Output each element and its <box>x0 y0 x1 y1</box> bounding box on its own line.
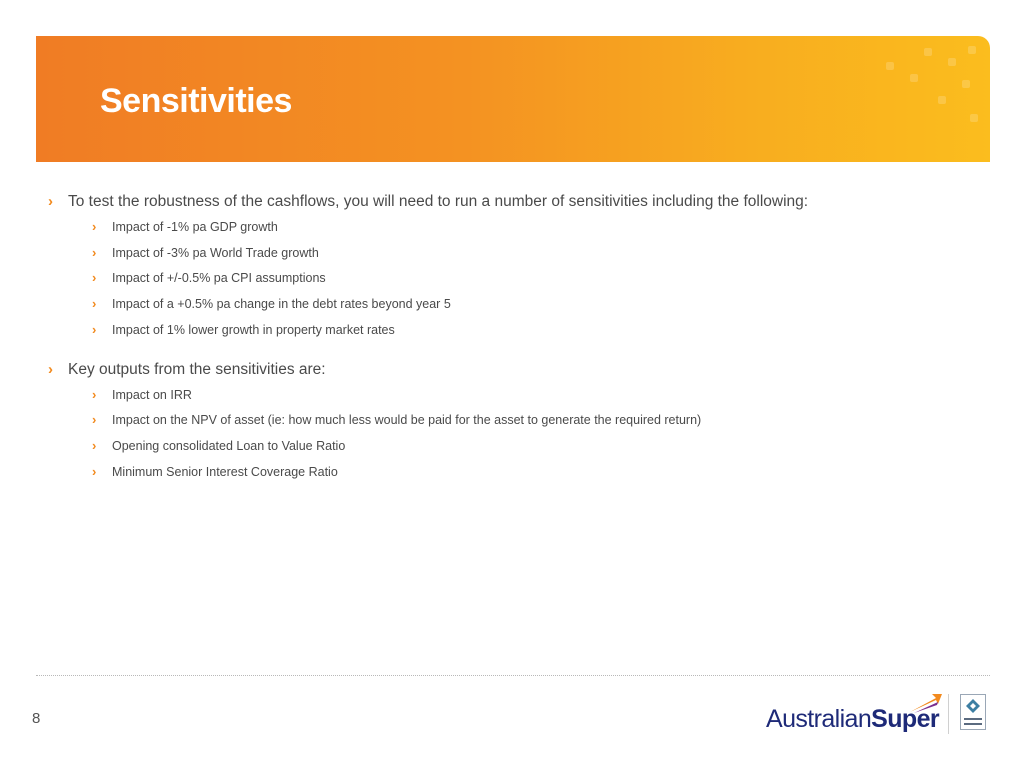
sub-bullet-item <box>68 322 984 338</box>
chevron-right-icon: › <box>92 412 97 428</box>
slide-content <box>44 192 984 490</box>
chevron-right-icon: › <box>92 463 97 479</box>
sub-bullet-list <box>68 387 984 480</box>
chevron-right-icon: › <box>92 270 97 286</box>
sub-bullet-item <box>68 387 984 403</box>
logo-text-bold: Super <box>871 705 940 733</box>
title-banner <box>36 36 990 162</box>
sub-bullet-text: Impact of 1% lower growth in property market rates <box>112 322 395 337</box>
sub-bullet-text: Impact of -1% pa GDP growth <box>112 220 278 234</box>
sub-bullet-text: Impact of -3% pa World Trade growth <box>112 245 319 260</box>
sub-bullet-item <box>68 219 984 235</box>
award-badge-icon <box>960 694 986 730</box>
chevron-right-icon: › <box>48 360 53 378</box>
sub-bullet-item <box>68 412 984 428</box>
sub-bullet-item <box>68 296 984 312</box>
logo-wordmark <box>766 705 939 734</box>
sub-bullet-text: Minimum Senior Interest Coverage Ratio <box>112 464 338 479</box>
bullet-text: Key outputs from the sensitivities are: <box>68 360 326 378</box>
sub-bullet-item <box>68 245 984 261</box>
page-number: 8 <box>32 710 41 727</box>
australiansuper-logo <box>766 692 942 738</box>
bullet-list <box>44 192 984 480</box>
decorative-dots <box>810 36 990 162</box>
sub-bullet-text: Impact on IRR <box>112 387 192 402</box>
chevron-right-icon: › <box>92 386 97 402</box>
bullet-text: To test the robustness of the cashflows, you will need to run a number of sensitivities including the following: <box>68 193 809 210</box>
chevron-right-icon: › <box>92 321 97 337</box>
badge-text-line <box>964 718 982 720</box>
chevron-right-icon: › <box>92 296 97 312</box>
footer-divider <box>36 675 990 676</box>
bullet-key-outputs <box>44 360 984 480</box>
chevron-right-icon: › <box>48 193 53 210</box>
badge-text-line <box>964 723 982 725</box>
sub-bullet-item <box>68 438 984 454</box>
diamond-mark-icon <box>965 698 981 714</box>
logo-separator <box>948 694 949 734</box>
sub-bullet-list <box>68 219 984 338</box>
slide-title: Sensitivities <box>100 82 292 120</box>
sub-bullet-text: Impact of a +0.5% pa change in the debt rates beyond year 5 <box>112 297 451 312</box>
chevron-right-icon: › <box>92 438 97 454</box>
sub-bullet-item <box>68 464 984 480</box>
sub-bullet-text: Impact of +/-0.5% pa CPI assumptions <box>112 271 326 286</box>
sub-bullet-item <box>68 270 984 286</box>
sub-bullet-text: Impact on the NPV of asset (ie: how much less would be paid for the asset to generate the required return) <box>112 413 702 428</box>
bullet-sensitivities-intro <box>44 192 984 338</box>
logo-text-light: Australian <box>766 705 872 733</box>
sub-bullet-text: Opening consolidated Loan to Value Ratio <box>112 439 346 454</box>
chevron-right-icon: › <box>92 244 97 260</box>
chevron-right-icon: › <box>92 219 97 234</box>
